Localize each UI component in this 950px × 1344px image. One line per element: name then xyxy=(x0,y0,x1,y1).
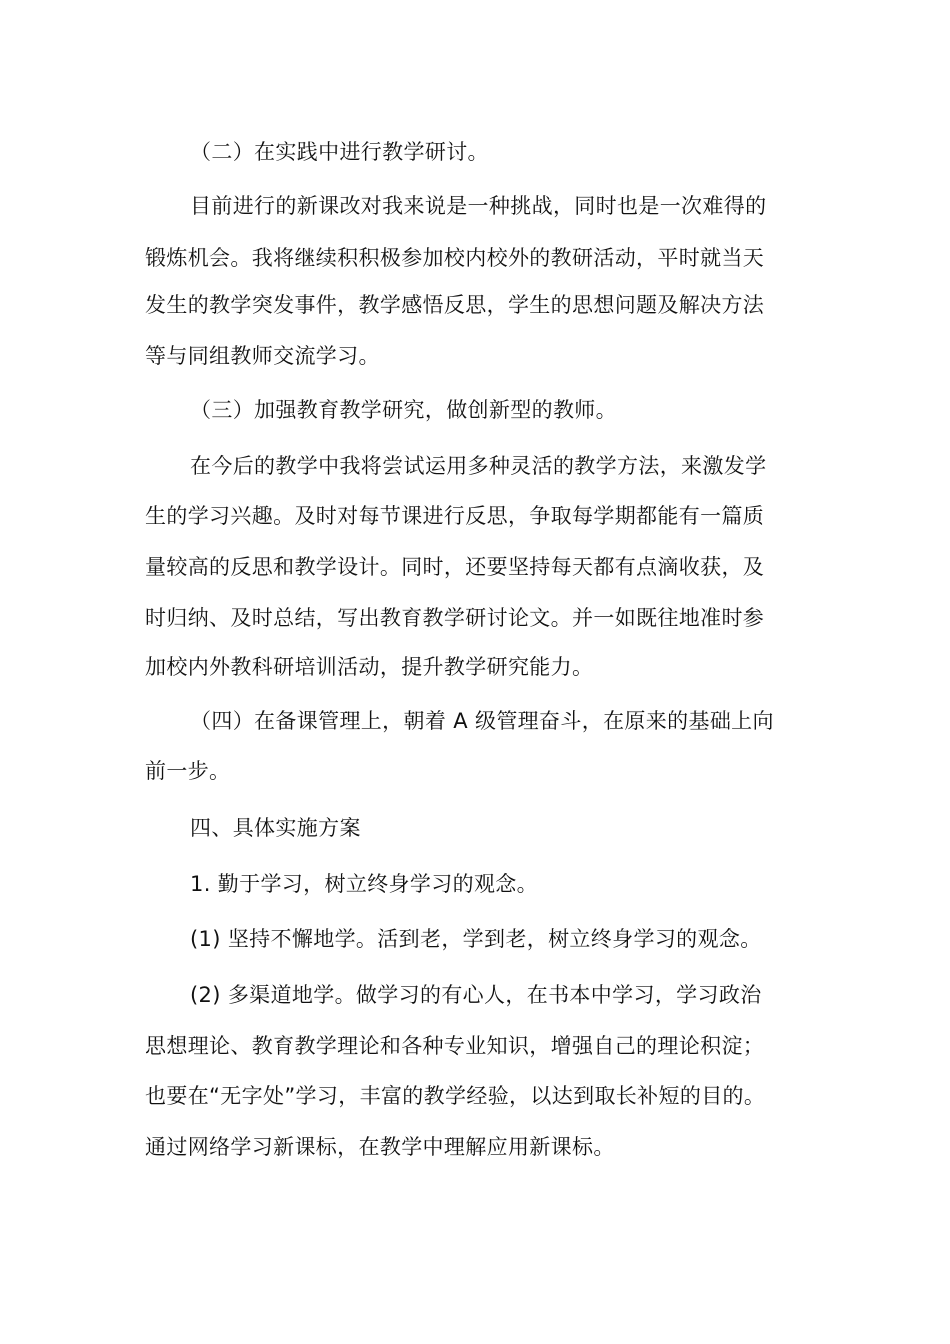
paragraph-line: 量较高的反思和教学设计。同时，还要坚持每天都有点滴收获，及 xyxy=(145,555,765,579)
paragraph-line: 思想理论、教育教学理论和各种专业知识，增强自己的理论积淀； xyxy=(145,1034,765,1058)
paragraph-line: 发生的教学突发事件，教学感悟反思，学生的思想问题及解决方法 xyxy=(145,293,765,317)
paragraph-line: 在今后的教学中我将尝试运用多种灵活的教学方法，来激发学 xyxy=(190,454,767,478)
paragraph-line: 前一步。 xyxy=(145,759,231,783)
paragraph-line: 也要在“无字处”学习，丰富的教学经验，以达到取长补短的目的。 xyxy=(145,1084,766,1108)
heading-strengthen-research: （三）加强教育教学研究，做创新型的教师。 xyxy=(190,398,617,422)
numbered-item-1: 1. 勤于学习，树立终身学习的观念。 xyxy=(190,872,539,896)
section-heading-implementation: 四、具体实施方案 xyxy=(190,816,361,840)
heading-lesson-prep: （四）在备课管理上，朝着 A 级管理奋斗，在原来的基础上向 xyxy=(190,709,774,733)
paragraph-line: 时归纳、及时总结，写出教育教学研讨论文。并一如既往地准时参 xyxy=(145,606,765,630)
sub-item-2: (2) 多渠道地学。做学习的有心人，在书本中学习，学习政治 xyxy=(190,983,762,1007)
paragraph-line: 生的学习兴趣。及时对每节课进行反思，争取每学期都能有一篇质 xyxy=(145,504,765,528)
heading-practice-research: （二）在实践中进行教学研讨。 xyxy=(190,140,489,164)
paragraph-line: 锻炼机会。我将继续积积极参加校内校外的教研活动，平时就当天 xyxy=(145,246,765,270)
paragraph-line: 加校内外教科研培训活动，提升教学研究能力。 xyxy=(145,655,594,679)
paragraph-line: 通过网络学习新课标，在教学中理解应用新课标。 xyxy=(145,1135,615,1159)
paragraph-line: 等与同组教师交流学习。 xyxy=(145,344,380,368)
sub-item-1: (1) 坚持不懈地学。活到老，学到老，树立终身学习的观念。 xyxy=(190,927,762,951)
paragraph-line: 目前进行的新课改对我来说是一种挑战，同时也是一次难得的 xyxy=(190,194,767,218)
